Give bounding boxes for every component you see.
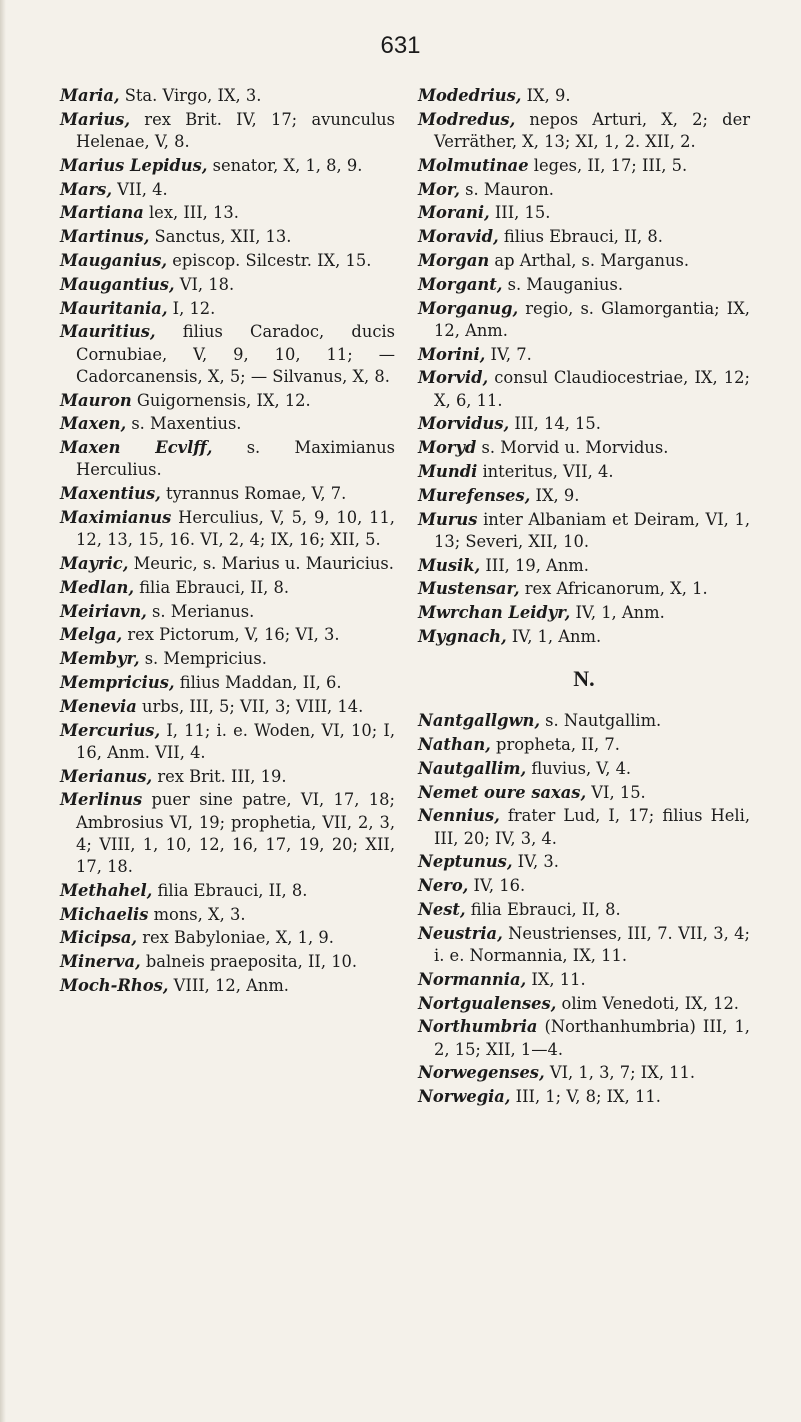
index-entry [418,602,750,624]
index-entry [60,321,395,388]
index-entry-references: rex Pictorum, V, 16; VI, 3. [122,625,340,645]
index-entry-references: senator, X, 1, 8, 9. [207,155,363,175]
index-entry-headword: Mauritania, [60,298,168,318]
page-binding-shadow [0,0,6,1422]
index-entry-references: rex Brit. III, 19. [152,766,287,786]
index-entry-headword: Morvid, [418,368,489,388]
index-entry [60,437,395,481]
index-entry [60,85,395,107]
index-entry [60,648,395,670]
left-column [60,85,395,999]
index-entry-references: s. Mauron. [459,179,554,199]
index-entry-headword: Maxentius, [60,484,161,504]
index-entry-headword: Maxen Ecvlff, [60,438,213,458]
section-letter-heading: N. [573,666,595,692]
index-entry-headword: Nautgallim, [418,758,527,778]
index-entry-references: VI, 1, 3, 7; IX, 11. [544,1063,696,1083]
index-entry-references: filia Ebrauci, II, 8. [152,880,308,900]
index-entry-references: interitus, VII, 4. [477,461,614,481]
index-entry-headword: Maria, [60,86,120,105]
index-entry [60,179,395,201]
index-entry-references: Meuric, s. Marius u. Mauricius. [128,553,394,573]
index-entry-headword: Mor, [418,179,460,199]
index-entry-references: fluvius, V, 4. [526,758,632,778]
index-entry [60,696,395,718]
index-entry-references: IV, 7. [485,344,532,364]
index-entry [418,298,750,342]
index-entry [60,672,395,694]
index-entry [418,578,750,600]
index-entry-references: mons, X, 3. [148,904,246,924]
index-entry [418,734,750,756]
index-entry [418,805,750,849]
index-entry [418,250,750,272]
index-entry [60,155,395,177]
index-entry-references: leges, II, 17; III, 5. [528,155,688,175]
index-entry-references: Sanctus, XII, 13. [149,227,292,247]
index-entry-headword: Morvidus, [418,414,510,434]
index-entry-headword: Morani, [418,203,490,223]
index-entry [418,485,750,507]
index-entry [418,226,750,248]
index-entry [60,390,395,412]
index-entry-references: VII, 4. [111,179,168,199]
index-entry-headword: Medlan, [60,577,135,597]
index-entry-references: I, 11; i. e. Woden, VI, 10; I, 16, Anm. VII, 4. [76,720,395,762]
index-entry [418,555,750,577]
index-entry [60,624,395,646]
index-entry [60,109,395,153]
index-entry-references: regio, s. Glamorgantia; IX, 12, Anm. [434,298,750,340]
index-entry-headword: Marius, [60,109,131,129]
index-entry-references: s. Mauganius. [502,274,624,294]
index-entry [60,298,395,320]
index-entry [60,601,395,623]
index-entry [60,577,395,599]
index-entry-references: VI, 18. [174,274,235,294]
index-entry-references: I, 12. [167,298,216,318]
index-entry-headword: Morganug, [418,298,519,318]
index-entry-references: IX, 9. [521,86,571,105]
right-column-n-entries [418,710,750,1108]
index-entry-references: IX, 9. [530,485,580,505]
index-entry-headword: Modedrius, [418,86,522,105]
index-entry-references: filia Ebrauci, II, 8. [465,899,621,919]
index-entry [418,109,750,153]
index-entry-references: (Northanhumbria) III, 1, 2, 15; XII, 1—4. [434,1017,750,1059]
index-entry [418,782,750,804]
index-entry [418,1062,750,1084]
index-entry-headword: Neustria, [418,923,503,943]
index-entry-headword: Moryd [418,438,477,458]
index-entry [60,880,395,902]
index-entry [418,923,750,967]
index-entry-references: episcop. Silcestr. IX, 15. [167,250,372,270]
index-entry [418,367,750,411]
index-entry-references: s. Nautgallim. [540,711,662,731]
index-entry [418,875,750,897]
index-entry [60,274,395,296]
index-entry-references: s. Maximianus Herculius. [76,438,395,480]
index-entry-headword: Maxen, [60,414,127,434]
index-entry [418,179,750,201]
page-number: 631 [380,32,421,59]
index-entry [418,85,750,107]
index-entry-headword: Mauritius, [60,322,156,342]
index-entry [418,710,750,732]
index-entry-references: filius Caradoc, ducis Cornubiae, V, 9, 10, 11; — Cadorcanensis, X, 5; — Silvanus, X, 8. [76,322,395,386]
index-entry [60,720,395,764]
index-entry [60,250,395,272]
index-entry-references: s. Morvid u. Morvidus. [476,438,669,458]
index-entry-headword: Mauron [60,390,132,410]
index-entry-references: s. Maxentius. [126,414,242,434]
index-entry [418,274,750,296]
index-entry [60,927,395,949]
index-entry-headword: Modredus, [418,109,516,129]
index-entry-references: filia Ebrauci, II, 8. [134,577,290,597]
index-entry-references: Neustrienses, III, 7. VII, 3, 4; i. e. Normannia, IX, 11. [434,923,750,965]
index-entry-headword: Murus [418,509,478,529]
index-entry [418,344,750,366]
index-entry-references: lex, III, 13. [143,203,239,223]
index-entry-headword: Mundi [418,461,478,481]
index-entry [418,899,750,921]
index-entry [60,483,395,505]
index-entry-references: III, 15. [489,203,551,223]
index-entry [418,461,750,483]
index-entry-references: III, 14, 15. [509,414,601,434]
index-entry-headword: Nathan, [418,734,491,754]
index-entry [418,155,750,177]
index-entry [60,226,395,248]
index-entry [418,202,750,224]
index-entry-headword: Mercurius, [60,720,161,740]
index-entry-headword: Morgan [418,250,490,270]
index-entry-headword: Nemet oure saxas, [418,782,587,802]
index-entry-references: s. Mempricius. [139,649,267,669]
index-entry-references: IX, 11. [526,969,586,989]
index-entry-references: III, 19, Anm. [480,555,589,575]
index-entry-references: consul Claudiocestriae, IX, 12; X, 6, 11. [434,368,750,410]
index-entry-headword: Mempricius, [60,672,175,692]
index-entry [60,951,395,973]
index-entry-headword: Mwrchan Leidyr, [418,603,571,623]
index-entry [418,851,750,873]
index-entry [418,509,750,553]
index-entry-headword: Methahel, [60,880,153,900]
index-entry-headword: Nest, [418,899,466,919]
index-entry-headword: Northumbria [418,1017,538,1037]
index-entry-headword: Moravid, [418,227,499,247]
index-entry-references: IV, 16. [468,876,526,896]
index-entry-headword: Mauganius, [60,250,168,270]
index-entry [60,975,395,997]
index-entry-references: VIII, 12, Anm. [168,975,289,995]
index-entry [60,789,395,878]
index-entry-headword: Maximianus [60,507,172,527]
index-entry-headword: Marius Lepidus, [60,155,208,175]
index-entry-references: IV, 1, Anm. [570,603,665,623]
index-entry [418,437,750,459]
index-entry-references: Herculius, V, 5, 9, 10, 11, 12, 13, 15, 16. VI, 2, 4; IX, 16; XII, 5. [76,507,395,550]
index-entry-references: ap Arthal, s. Marganus. [489,250,690,270]
index-entry-headword: Merlinus [60,790,143,810]
index-entry [418,969,750,991]
index-entry-references: nepos Arturi, X, 2; der Verräther, X, 13; XI, 1, 2. XII, 2. [434,109,750,151]
index-entry-references: filius Ebrauci, II, 8. [498,227,663,247]
right-column [418,85,750,1110]
index-entry-references: frater Lud, I, 17; filius Heli, III, 20; IV, 3, 4. [434,806,750,848]
index-entry-headword: Michaelis [60,904,149,924]
index-entry [418,1086,750,1108]
index-entry-headword: Mustensar, [418,579,520,599]
index-entry [60,507,395,551]
index-entry-references: propheta, II, 7. [490,734,620,754]
index-entry-headword: Menevia [60,696,137,716]
index-entry-references: rex Babyloniae, X, 1, 9. [137,928,334,948]
index-entry-headword: Nero, [418,876,469,896]
index-entry [60,766,395,788]
index-entry-references: inter Albaniam et Deiram, VI, 1, 13; Severi, XII, 10. [434,509,750,551]
index-entry [418,1016,750,1060]
index-entry-references: IV, 3. [512,852,559,872]
index-entry-headword: Nortgualenses, [418,993,557,1013]
index-entry-references: balneis praeposita, II, 10. [140,952,358,972]
index-entry-references: olim Venedoti, IX, 12. [556,993,739,1013]
index-entry [60,553,395,575]
index-entry-references: III, 1; V, 8; IX, 11. [510,1087,661,1107]
index-entry-headword: Morgant, [418,274,503,294]
index-entry-headword: Martinus, [60,227,150,247]
index-entry-references: Sta. Virgo, IX, 3. [119,86,262,105]
index-entry-references: IV, 1, Anm. [506,626,602,646]
index-entry-headword: Merianus, [60,766,153,786]
index-entry-headword: Meiriavn, [60,601,147,621]
index-entry [418,413,750,435]
index-entry-references: puer sine patre, VI, 17, 18; Ambrosius VI, 19; prophetia, VII, 2, 3, 4; VIII, 1, 10, 12, 16, 17, 19, 20; XII, 17, 18. [76,790,395,876]
index-entry [60,413,395,435]
index-entry-headword: Minerva, [60,952,141,972]
index-entry-headword: Melga, [60,625,123,645]
index-entry [418,758,750,780]
index-entry-headword: Normannia, [418,969,527,989]
index-entry-headword: Nennius, [418,806,500,826]
index-entry-headword: Maugantius, [60,274,175,294]
index-entry-headword: Murefenses, [418,485,531,505]
index-entry-headword: Martiana [60,203,144,223]
index-entry [60,904,395,926]
index-entry-headword: Moch-Rhos, [60,975,169,995]
index-entry-references: s. Merianus. [146,601,255,621]
index-entry-references: rex Brit. IV, 17; avunculus Helenae, V, 8. [76,109,395,151]
index-entry-references: filius Maddan, II, 6. [174,672,342,692]
index-entry [60,202,395,224]
index-entry-references: VI, 15. [586,782,646,802]
index-entry-headword: Neptunus, [418,852,513,872]
index-entry-headword: Mars, [60,179,112,199]
index-entry-headword: Morini, [418,344,486,364]
index-entry-headword: Micipsa, [60,928,138,948]
index-entry [418,993,750,1015]
index-entry-headword: Norwegia, [418,1087,511,1107]
index-entry-references: rex Africanorum, X, 1. [519,579,708,599]
index-entry-headword: Norwegenses, [418,1063,545,1083]
index-entry-headword: Nantgallgwn, [418,711,540,731]
index-entry-references: tyrannus Romae, V, 7. [160,484,347,504]
index-entry-headword: Molmutinae [418,155,529,175]
index-entry-references: urbs, III, 5; VII, 3; VIII, 14. [136,696,364,716]
index-entry-references: Guigornensis, IX, 12. [131,390,311,410]
index-entry-headword: Mygnach, [418,626,507,646]
index-entry-headword: Membyr, [60,649,140,669]
index-entry-headword: Mayric, [60,553,129,573]
index-entry [418,626,750,648]
right-column-m-entries [418,85,750,648]
index-entry-headword: Musik, [418,555,481,575]
